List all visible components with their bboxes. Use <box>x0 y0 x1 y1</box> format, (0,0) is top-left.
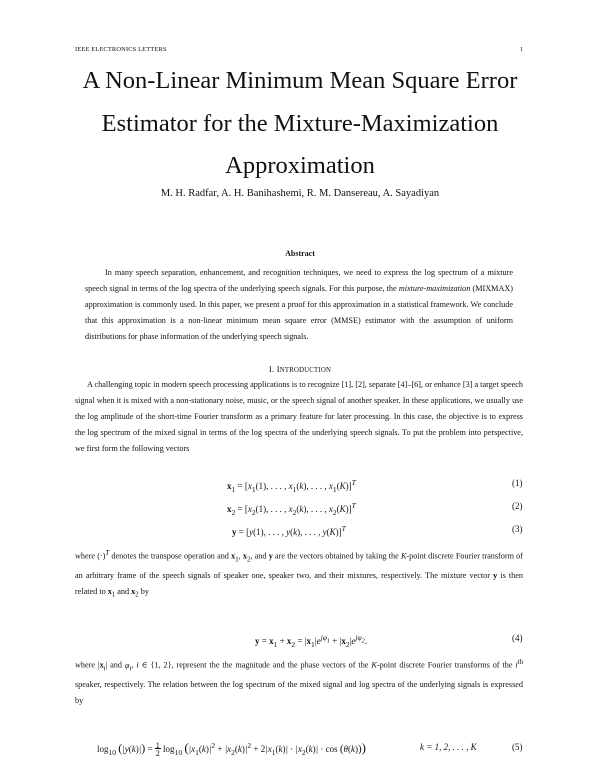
p3-text-d: -point discrete Fourier transforms of the <box>376 660 516 670</box>
abstract-heading: Abstract <box>285 249 315 258</box>
section-rest: NTRODUCTION <box>279 367 332 374</box>
authors: M. H. Radfar, A. H. Banihashemi, R. M. Dansereau, A. Sayadiyan <box>160 188 440 199</box>
p3-text-b: | and <box>105 660 125 670</box>
p2-text-c: , and <box>250 551 269 561</box>
page-number: 1 <box>520 46 524 53</box>
title-line-1: A Non-Linear Minimum Mean Square Error <box>82 67 518 94</box>
p3-text-a: where | <box>75 660 100 670</box>
p2-text-d: are the vectors obtained by taking the <box>272 551 401 561</box>
equation-5-range: k = 1, 2, . . . , K <box>420 742 477 752</box>
p3-text-c: , represent the the magnitude and the phase vectors of the <box>171 660 372 670</box>
paragraph-3: where $|x_i|$ and $\varphi_i$, i ∈ {1, 2}, represent the the magnitude and the phase vectors of the K-point discrete Fourier transforms of the $i^{th}$ speaker, respectively. The relation between the log spectrum of the mixed signal and log spectra of the underlying signals is expressed by <box>75 659 523 706</box>
equation-1-number: (1) <box>512 478 523 488</box>
intro-text: A challenging topic in modern speech processing applications is to recognize [1], [2], separate [4]–[6], or enhance [3] a target speech signal when it is mixed with a non-stationary noise, music, or the speech signal of another speaker. In these applications, we usually use the log amplitude of the short-time Fourier transform as a primary feature for later processing. In this case, the objective is to express the log spectrum of the mixed signal in terms of the log spectra of the underlying speech signals. To put the problem into perspective, we first form the following vectors <box>75 380 523 453</box>
equation-2: $x_2 = [x_2(1)$, . . . , $x_2(k)$, . . . , $x_2(K)]^T$ <box>227 501 356 517</box>
equation-4: $y = x_1 + x_2 = |x_1|e^{j\varphi_1} + |x_2|e^{j\varphi_2}$. <box>255 633 368 649</box>
running-header: IEEE ELECTRONICS LETTERS <box>75 46 167 53</box>
equation-3: y = [y(1), . . . , y(k), . . . , y(K)]$^T$ <box>232 524 346 537</box>
equation-3-number: (3) <box>512 524 523 534</box>
abstract-text-2: (MIXMAX) approximation is commonly used. In this paper, we present a proof for this approximation in a statistical framework. We conclude that this approximation is a non-linear minimum mean square error (MMSE) estimator with the assumption of uniform distributions for phase information of the underlying speech signals. <box>85 284 513 341</box>
section-cap: I <box>276 364 280 374</box>
intro-paragraph <box>75 377 523 457</box>
section-numeral: I. <box>268 364 275 374</box>
p2-text-b: denotes the transpose operation and <box>109 551 232 561</box>
p2-text-f: is then related to <box>75 571 524 597</box>
title-line-2: Estimator for the Mixture-Maximization <box>101 110 499 137</box>
title-line-3: Approximation <box>225 152 375 179</box>
section-heading <box>0 364 600 374</box>
p2-text-g: and <box>115 587 132 597</box>
equation-2-number: (2) <box>512 501 523 511</box>
p2-text-e: -point discrete Fourier transform of an arbitrary frame of the speech signals of speaker one, speaker two, and their mixtures, respectively. The mixture vector <box>75 551 523 581</box>
paragraph-2: where $(\cdot)^T$ denotes the transpose operation and $x_1$, $x_2$, and y are the vectors obtained by taking the K-point discrete Fourier transform of an arbitrary frame of the speech signals of speaker one, speaker two, and their mixtures, respectively. The mixture vector y is then related to $x_1$ and $x_2$ by <box>75 550 524 600</box>
p3-text-e: speaker, respectively. The relation between the log spectrum of the mixed signal and log spectra of the underlying signals is expressed by <box>75 680 523 706</box>
p2-text-a: where (·) <box>75 551 106 561</box>
abstract-term: mixture-maximization <box>398 284 471 293</box>
abstract-body <box>85 265 513 345</box>
equation-5: $\log_{10} (|y(k)|) = 1$ 2 $\log_{10} (|x_1(k)|^2 + |x_2(k)|^2 + 2|x_1(k)| \cdot |x_2(k)| \cdot \cos (\theta(k)))$ <box>97 740 366 758</box>
equation-5-number: (5) <box>512 742 523 752</box>
abstract-text-1: In many speech separation, enhancement, and recognition techniques, we need to express the log spectrum of a mixture speech signal in terms of the log spectra of the underlying speech signals. For this purpose, the <box>85 268 513 293</box>
equation-1: $x_1 = [x_1(1)$, . . . , $x_1(k)$, . . . , $x_1(K)]^T$ <box>227 478 356 494</box>
equation-4-number: (4) <box>512 633 523 643</box>
p2-text-h: by <box>138 587 149 597</box>
